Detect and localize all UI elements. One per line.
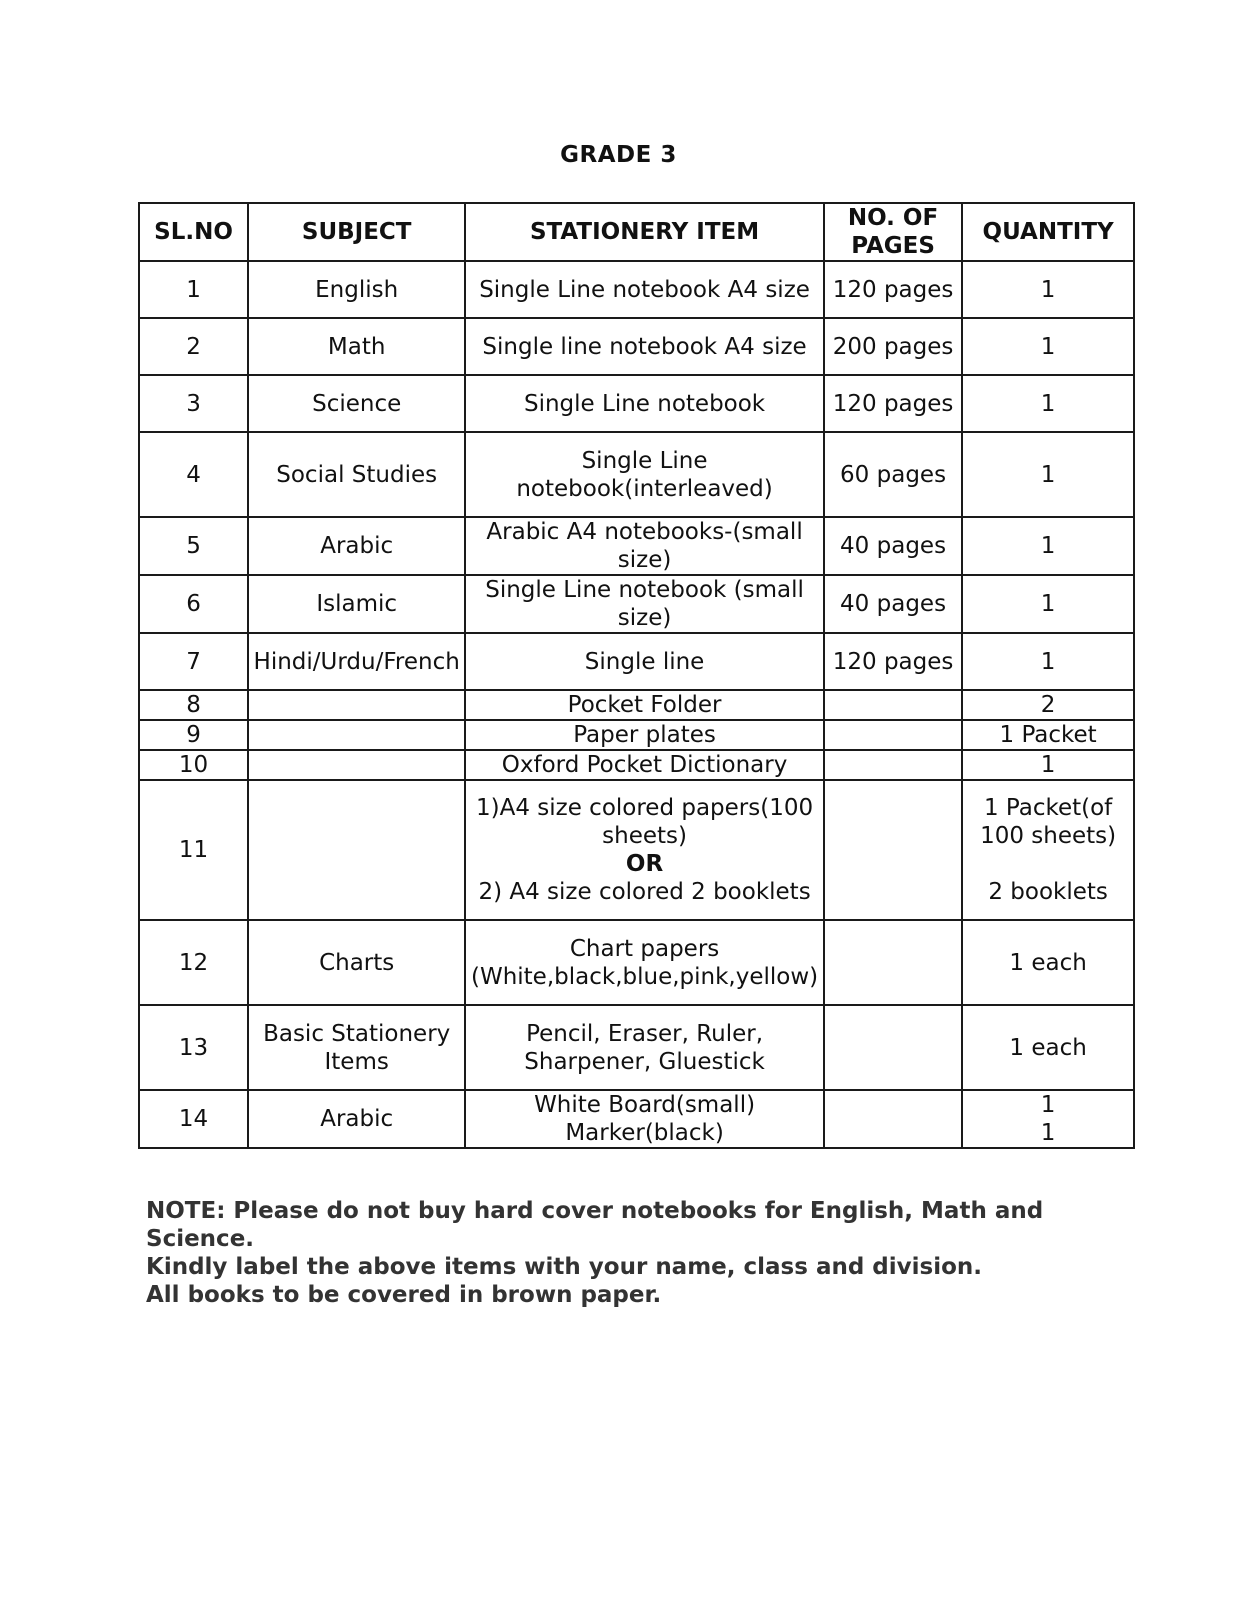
cell-pages (824, 1090, 962, 1148)
table-row (139, 517, 1134, 575)
cell-item: Chart papers (White,black,blue,pink,yellow) (465, 920, 824, 1005)
cell-item: Paper plates (465, 720, 824, 750)
cell-pages (824, 690, 962, 720)
cell-item: Single Line notebook (small size) (465, 575, 824, 633)
table-row (139, 750, 1134, 780)
cell-quantity (962, 780, 1134, 920)
table-row (139, 261, 1134, 318)
cell-sl-no: 4 (139, 432, 248, 517)
cell-subject: Arabic (248, 517, 465, 575)
cell-pages (824, 1005, 962, 1090)
table-row (139, 633, 1134, 690)
cell-quantity: 1 Packet (962, 720, 1134, 750)
header-subject: SUBJECT (248, 203, 465, 261)
cell-subject: Math (248, 318, 465, 375)
cell-subject (248, 780, 465, 920)
cell-sl-no: 14 (139, 1090, 248, 1148)
cell-quantity: 1 (962, 575, 1134, 633)
cell-subject (248, 720, 465, 750)
item-option-2: 2) A4 size colored 2 booklets (478, 879, 811, 905)
cell-quantity: 1 (962, 375, 1134, 432)
table-row (139, 920, 1134, 1005)
note-line-3: All books to be covered in brown paper. (146, 1282, 662, 1308)
table-row (139, 432, 1134, 517)
cell-quantity: 1 (962, 432, 1134, 517)
cell-sl-no: 8 (139, 690, 248, 720)
table-row (139, 375, 1134, 432)
cell-sl-no: 5 (139, 517, 248, 575)
cell-pages: 120 pages (824, 375, 962, 432)
cell-quantity: 1 (962, 517, 1134, 575)
cell-pages (824, 780, 962, 920)
cell-quantity (962, 1090, 1134, 1148)
cell-sl-no: 13 (139, 1005, 248, 1090)
cell-pages: 200 pages (824, 318, 962, 375)
quantity-line-1: 1 (1040, 1092, 1056, 1118)
header-pages-line-2: PAGES (851, 233, 935, 259)
table-row (139, 720, 1134, 750)
cell-quantity: 1 (962, 318, 1134, 375)
cell-item: Single line (465, 633, 824, 690)
cell-sl-no: 2 (139, 318, 248, 375)
cell-subject: Arabic (248, 1090, 465, 1148)
cell-pages (824, 750, 962, 780)
cell-sl-no: 10 (139, 750, 248, 780)
header-sl-no: SL.NO (139, 203, 248, 261)
item-option-1: 1)A4 size colored papers(100 sheets) (475, 795, 814, 849)
cell-subject: English (248, 261, 465, 318)
cell-subject: Islamic (248, 575, 465, 633)
cell-pages: 120 pages (824, 633, 962, 690)
cell-item: Arabic A4 notebooks-(small size) (465, 517, 824, 575)
cell-subject: Basic Stationery Items (248, 1005, 465, 1090)
table-row (139, 1005, 1134, 1090)
page-title: GRADE 3 (560, 142, 677, 168)
cell-pages: 120 pages (824, 261, 962, 318)
note-block (146, 1197, 1106, 1309)
table-row (139, 318, 1134, 375)
cell-item (465, 780, 824, 920)
item-line-1: White Board(small) (534, 1092, 756, 1118)
cell-item: Single Line notebook (465, 375, 824, 432)
cell-sl-no: 6 (139, 575, 248, 633)
header-no-of-pages (824, 203, 962, 261)
cell-sl-no: 1 (139, 261, 248, 318)
cell-subject (248, 690, 465, 720)
stationery-table (138, 202, 1135, 1149)
cell-pages: 60 pages (824, 432, 962, 517)
note-line-2: Kindly label the above items with your name, class and division. (146, 1254, 983, 1280)
table-header-row (139, 203, 1134, 261)
cell-subject: Charts (248, 920, 465, 1005)
cell-item: Single line notebook A4 size (465, 318, 824, 375)
cell-item (465, 1090, 824, 1148)
cell-item: Oxford Pocket Dictionary (465, 750, 824, 780)
cell-item: Pencil, Eraser, Ruler, Sharpener, Gluestick (465, 1005, 824, 1090)
cell-item: Pocket Folder (465, 690, 824, 720)
cell-sl-no: 9 (139, 720, 248, 750)
quantity-line-2: 1 (1040, 1120, 1056, 1146)
item-line-2: Marker(black) (565, 1120, 724, 1146)
note-line-1: NOTE: Please do not buy hard cover notebooks for English, Math and Science. (146, 1198, 1044, 1252)
cell-item: Single Line notebook A4 size (465, 261, 824, 318)
cell-quantity: 1 each (962, 1005, 1134, 1090)
cell-quantity: 1 (962, 633, 1134, 690)
cell-quantity: 2 (962, 690, 1134, 720)
cell-pages (824, 920, 962, 1005)
cell-quantity: 1 (962, 750, 1134, 780)
header-quantity: QUANTITY (962, 203, 1134, 261)
cell-subject (248, 750, 465, 780)
cell-item: Single Line notebook(interleaved) (465, 432, 824, 517)
cell-subject: Social Studies (248, 432, 465, 517)
cell-sl-no: 11 (139, 780, 248, 920)
table-row (139, 780, 1134, 920)
cell-subject: Science (248, 375, 465, 432)
cell-sl-no: 3 (139, 375, 248, 432)
cell-subject: Hindi/Urdu/French (248, 633, 465, 690)
header-pages-line-1: NO. OF (847, 205, 939, 231)
cell-quantity: 1 (962, 261, 1134, 318)
item-or: OR (625, 851, 664, 877)
quantity-option-2: 2 booklets (988, 879, 1108, 905)
cell-sl-no: 12 (139, 920, 248, 1005)
cell-quantity: 1 each (962, 920, 1134, 1005)
table-row (139, 1090, 1134, 1148)
cell-sl-no: 7 (139, 633, 248, 690)
table-row (139, 575, 1134, 633)
cell-pages (824, 720, 962, 750)
cell-pages: 40 pages (824, 575, 962, 633)
quantity-option-1: 1 Packet(of 100 sheets) (980, 795, 1117, 849)
cell-pages: 40 pages (824, 517, 962, 575)
header-stationery-item: STATIONERY ITEM (465, 203, 824, 261)
table-row (139, 690, 1134, 720)
